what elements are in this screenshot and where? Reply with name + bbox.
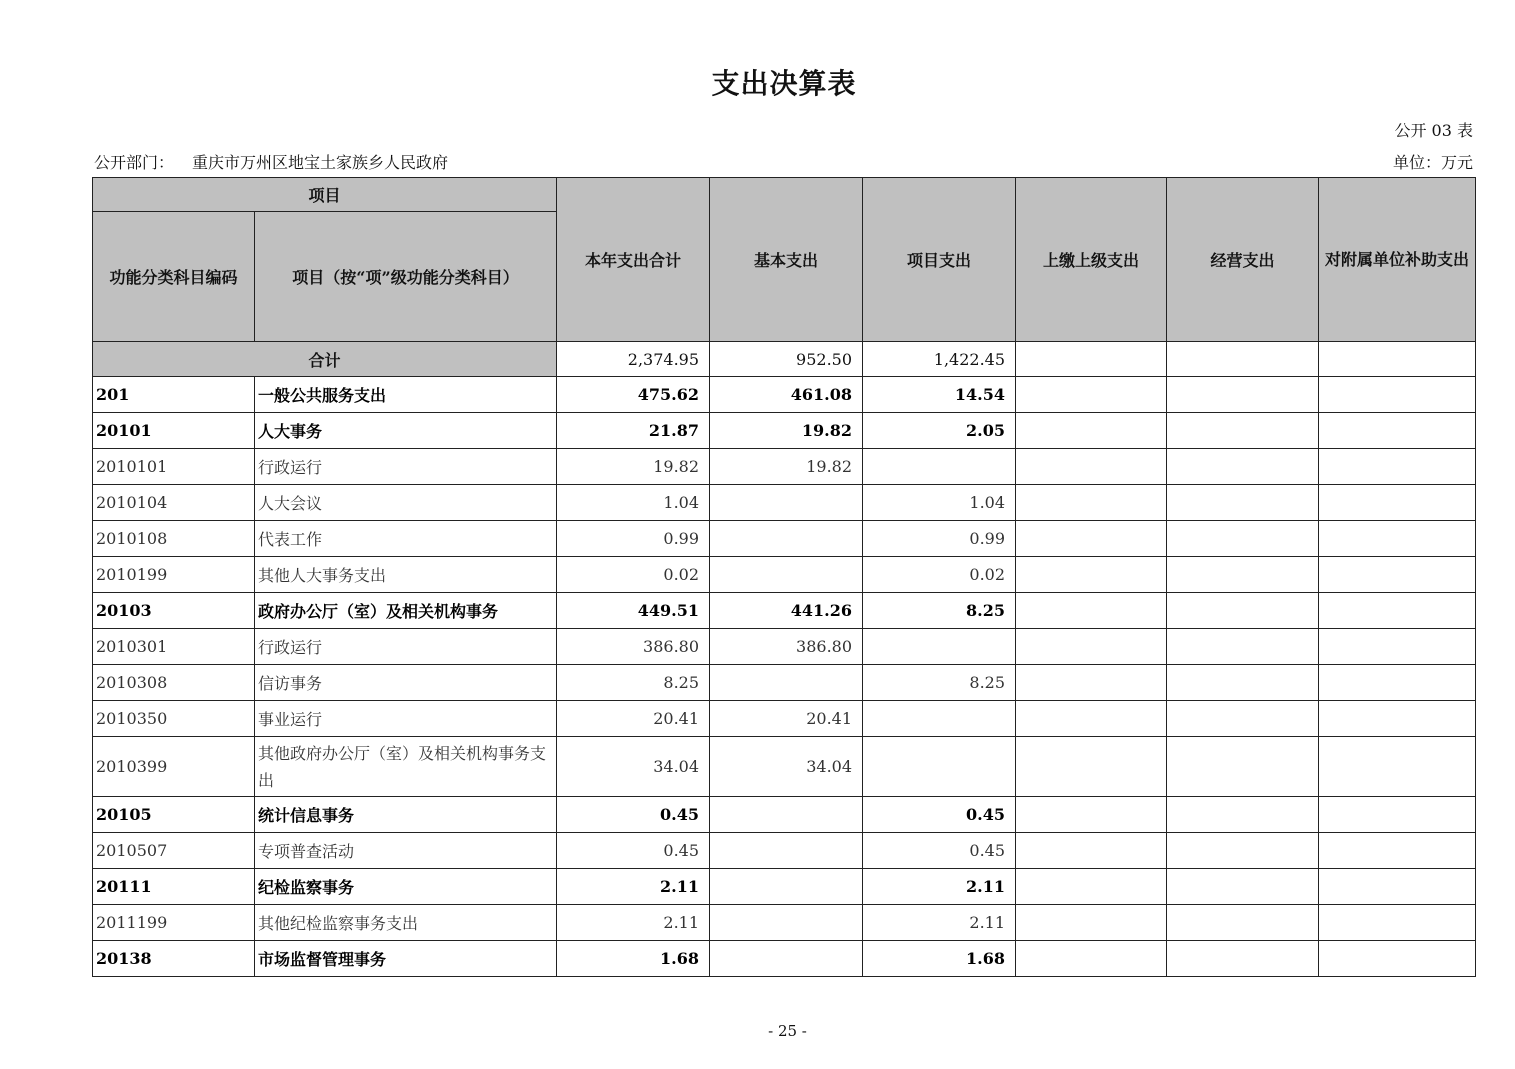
upper-cell [1016,797,1167,833]
table-row [93,377,1476,413]
total-cell: 386.80 [557,629,710,665]
total-cell: 0.45 [557,797,710,833]
upper-cell [1016,377,1167,413]
total-cell: 0.02 [557,557,710,593]
name-cell: 行政运行 [255,449,557,485]
total-cell: 1.04 [557,485,710,521]
business-cell [1167,737,1319,797]
table-row [93,557,1476,593]
business-cell [1167,797,1319,833]
subsidy-cell [1319,737,1476,797]
total-label: 合计 [93,342,557,377]
project-exp-cell: 0.02 [863,557,1016,593]
upper-cell [1016,413,1167,449]
business-cell [1167,869,1319,905]
name-cell: 纪检监察事务 [255,869,557,905]
upper-cell [1016,737,1167,797]
table-row [93,797,1476,833]
upper-cell [1016,869,1167,905]
code-cell: 2011199 [93,905,255,941]
name-cell: 人大事务 [255,413,557,449]
unit-label: 单位：万元 [1392,153,1473,172]
header-business: 经营支出 [1167,178,1319,342]
total-cell: 0.99 [557,521,710,557]
subsidy-cell [1319,701,1476,737]
code-cell: 2010104 [93,485,255,521]
total-cell: 20.41 [557,701,710,737]
name-cell: 专项普查活动 [255,833,557,869]
subsidy-cell [1319,342,1476,377]
subsidy-cell [1319,629,1476,665]
total-cell: 34.04 [557,737,710,797]
code-cell: 201 [93,377,255,413]
upper-cell [1016,941,1167,977]
basic-cell [710,905,863,941]
table-row [93,593,1476,629]
project-exp-cell: 0.45 [863,833,1016,869]
total-cell: 21.87 [557,413,710,449]
upper-cell [1016,342,1167,377]
business-cell [1167,413,1319,449]
project-exp-cell: 14.54 [863,377,1016,413]
table-row [93,521,1476,557]
business-cell [1167,377,1319,413]
project-exp-cell: 8.25 [863,593,1016,629]
subsidy-cell [1319,665,1476,701]
project-exp-cell [863,449,1016,485]
code-cell: 2010199 [93,557,255,593]
department-line [94,150,448,173]
name-cell: 市场监督管理事务 [255,941,557,977]
header-basic: 基本支出 [710,178,863,342]
business-cell [1167,629,1319,665]
upper-cell [1016,629,1167,665]
business-cell [1167,557,1319,593]
business-cell [1167,833,1319,869]
basic-cell [710,797,863,833]
total-row [93,342,1476,377]
name-cell: 人大会议 [255,485,557,521]
upper-cell [1016,557,1167,593]
total-cell: 1.68 [557,941,710,977]
upper-cell [1016,905,1167,941]
subsidy-cell [1319,941,1476,977]
project-exp-cell [863,629,1016,665]
subsidy-cell [1319,797,1476,833]
upper-cell [1016,521,1167,557]
table-row [93,941,1476,977]
table-row [93,449,1476,485]
code-cell: 2010507 [93,833,255,869]
project-exp-cell [863,737,1016,797]
business-cell [1167,449,1319,485]
code-cell: 2010350 [93,701,255,737]
name-cell: 其他纪检监察事务支出 [255,905,557,941]
basic-cell [710,557,863,593]
basic-cell [710,869,863,905]
table-row [93,833,1476,869]
subsidy-cell [1319,485,1476,521]
total-cell: 19.82 [557,449,710,485]
header-total: 本年支出合计 [557,178,710,342]
code-cell: 20111 [93,869,255,905]
project-exp-cell: 0.45 [863,797,1016,833]
project-exp-cell: 1.68 [863,941,1016,977]
name-cell: 代表工作 [255,521,557,557]
subsidy-cell [1319,413,1476,449]
name-cell: 一般公共服务支出 [255,377,557,413]
table-row [93,905,1476,941]
name-cell: 其他人大事务支出 [255,557,557,593]
business-cell [1167,593,1319,629]
table-row [93,629,1476,665]
upper-cell [1016,449,1167,485]
code-cell: 2010101 [93,449,255,485]
subsidy-cell [1319,593,1476,629]
basic-cell [710,665,863,701]
total-cell: 449.51 [557,593,710,629]
name-cell: 行政运行 [255,629,557,665]
basic-cell: 441.26 [710,593,863,629]
code-cell: 20105 [93,797,255,833]
table-row [93,413,1476,449]
basic-cell: 952.50 [710,342,863,377]
total-cell: 475.62 [557,377,710,413]
department-name: 重庆市万州区地宝土家族乡人民政府 [192,153,449,172]
table-row [93,737,1476,797]
basic-cell: 19.82 [710,413,863,449]
total-cell: 8.25 [557,665,710,701]
upper-cell [1016,833,1167,869]
table-number: 公开 03 表 [1394,121,1473,140]
department-label: 公开部门： [94,153,175,172]
project-exp-cell [863,701,1016,737]
code-cell: 20103 [93,593,255,629]
upper-cell [1016,593,1167,629]
name-cell: 事业运行 [255,701,557,737]
subsidy-cell [1319,377,1476,413]
business-cell [1167,941,1319,977]
basic-cell: 461.08 [710,377,863,413]
name-cell: 其他政府办公厅（室）及相关机构事务支出 [255,737,557,797]
table-row [93,665,1476,701]
header-project-exp: 项目支出 [863,178,1016,342]
table-row [93,701,1476,737]
project-exp-cell: 2.05 [863,413,1016,449]
basic-cell [710,941,863,977]
business-cell [1167,485,1319,521]
business-cell [1167,701,1319,737]
code-cell: 20138 [93,941,255,977]
project-exp-cell: 8.25 [863,665,1016,701]
code-cell: 2010308 [93,665,255,701]
subsidy-cell [1319,869,1476,905]
name-cell: 信访事务 [255,665,557,701]
header-project: 项目 [93,178,557,212]
basic-cell [710,833,863,869]
basic-cell [710,485,863,521]
expenditure-table [92,177,1476,977]
basic-cell: 386.80 [710,629,863,665]
header-name: 项目（按“项”级功能分类科目） [255,212,557,342]
basic-cell [710,521,863,557]
project-exp-cell: 2.11 [863,869,1016,905]
project-exp-cell: 1,422.45 [863,342,1016,377]
basic-cell: 20.41 [710,701,863,737]
basic-cell: 34.04 [710,737,863,797]
upper-cell [1016,701,1167,737]
subsidy-cell [1319,833,1476,869]
code-cell: 2010301 [93,629,255,665]
page-number: - 25 - [768,1022,807,1040]
code-cell: 2010399 [93,737,255,797]
total-cell: 2,374.95 [557,342,710,377]
project-exp-cell: 1.04 [863,485,1016,521]
project-exp-cell: 0.99 [863,521,1016,557]
header-row [93,178,1476,212]
subsidy-cell [1319,905,1476,941]
project-exp-cell: 2.11 [863,905,1016,941]
total-cell: 0.45 [557,833,710,869]
name-cell: 统计信息事务 [255,797,557,833]
total-cell: 2.11 [557,905,710,941]
business-cell [1167,665,1319,701]
business-cell [1167,905,1319,941]
code-cell: 2010108 [93,521,255,557]
table-row [93,869,1476,905]
table-row [93,485,1476,521]
subsidy-cell [1319,521,1476,557]
name-cell: 政府办公厅（室）及相关机构事务 [255,593,557,629]
header-subsidy: 对附属单位补助支出 [1319,178,1476,342]
subsidy-cell [1319,449,1476,485]
total-cell: 2.11 [557,869,710,905]
business-cell [1167,521,1319,557]
basic-cell: 19.82 [710,449,863,485]
subsidy-cell [1319,557,1476,593]
business-cell [1167,342,1319,377]
header-code: 功能分类科目编码 [93,212,255,342]
header-upper: 上缴上级支出 [1016,178,1167,342]
page-title: 支出决算表 [711,67,857,100]
upper-cell [1016,665,1167,701]
upper-cell [1016,485,1167,521]
code-cell: 20101 [93,413,255,449]
